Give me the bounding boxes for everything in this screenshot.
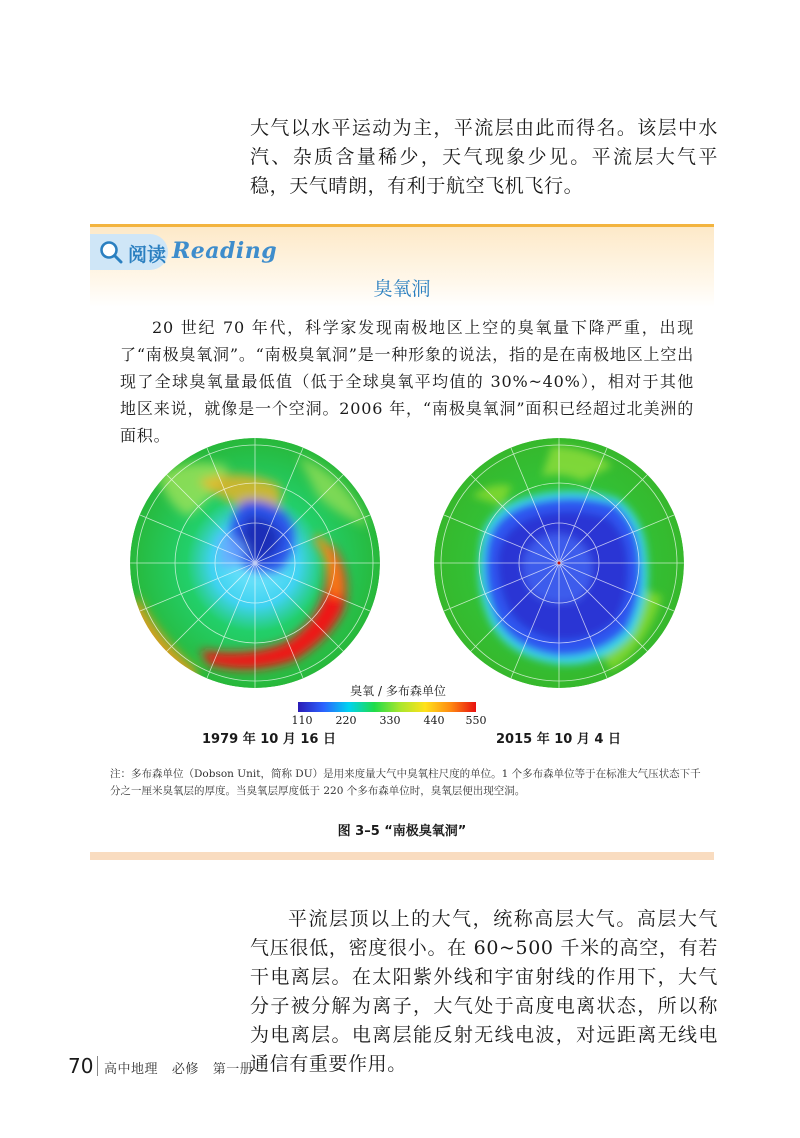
- colorbar-tick: 110: [291, 714, 313, 727]
- colorbar-tick: 440: [423, 714, 445, 727]
- body-paragraph-bottom: 平流层顶以上的大气，统称高层大气。高层大气气压很低，密度很小。在 60~500 千米的高空，有若干电离层。在太阳紫外线和宇宙射线的作用下，大气分子被分解为离子，大气处于高度电离状态，所以称为电离层。电离层能反射无线电波，对远距离无线电通信有重要作用。: [250, 908, 718, 1075]
- figure-caption: 图 3–5 “南极臭氧洞”: [337, 824, 467, 839]
- date-label-1979: 1979 年 10 月 16 日: [202, 732, 336, 747]
- reading-label-cn: 阅读: [128, 244, 167, 266]
- reading-bottom-band: [90, 852, 714, 860]
- reading-label-en: Reading: [172, 238, 278, 264]
- date-label-2015: 2015 年 10 月 4 日: [496, 732, 621, 747]
- reading-title: 臭氧洞: [373, 278, 431, 300]
- colorbar-tick: 330: [379, 714, 401, 727]
- ozone-globe-1979: [128, 436, 382, 690]
- ozone-globe-2015: [432, 436, 686, 690]
- colorbar-tick: 550: [465, 714, 487, 727]
- footer-divider: [97, 1056, 98, 1076]
- reading-box: [90, 224, 714, 860]
- page-number: 70: [68, 1054, 94, 1078]
- book-title: 高中地理 必修 第一册: [104, 1062, 254, 1077]
- body-paragraph-top: 大气以水平运动为主，平流层由此而得名。该层中水汽、杂质含量稀少，天气现象少见。平流层大气平稳，天气晴朗，有利于航空飞机飞行。: [250, 117, 718, 197]
- magnifier-icon: [98, 239, 124, 265]
- colorbar-tick: 220: [335, 714, 357, 727]
- reading-paragraph: 20 世纪 70 年代，科学家发现南极地区上空的臭氧量下降严重，出现了“南极臭氧洞”。“南极臭氧洞”是一种形象的说法，指的是在南极地区上空出现了全球臭氧量最低值（低于全球臭氧平均值的 30%~40%），相对于其他地区来说，就像是一个空洞。2006 年，“南极臭氧洞”面积已经超过北美洲的面积。: [120, 318, 694, 445]
- ozone-colorbar: [298, 702, 476, 712]
- figure-note: 注：多布森单位（Dobson Unit，简称 DU）是用来度量大气中臭氧柱尺度的单位。1 个多布森单位等于在标准大气压状态下千分之一厘米臭氧层的厚度。当臭氧层厚度低于 220 个多布森单位时，臭氧层便出现空洞。: [110, 768, 701, 797]
- colorbar-title: 臭氧 / 多布森单位: [350, 684, 446, 698]
